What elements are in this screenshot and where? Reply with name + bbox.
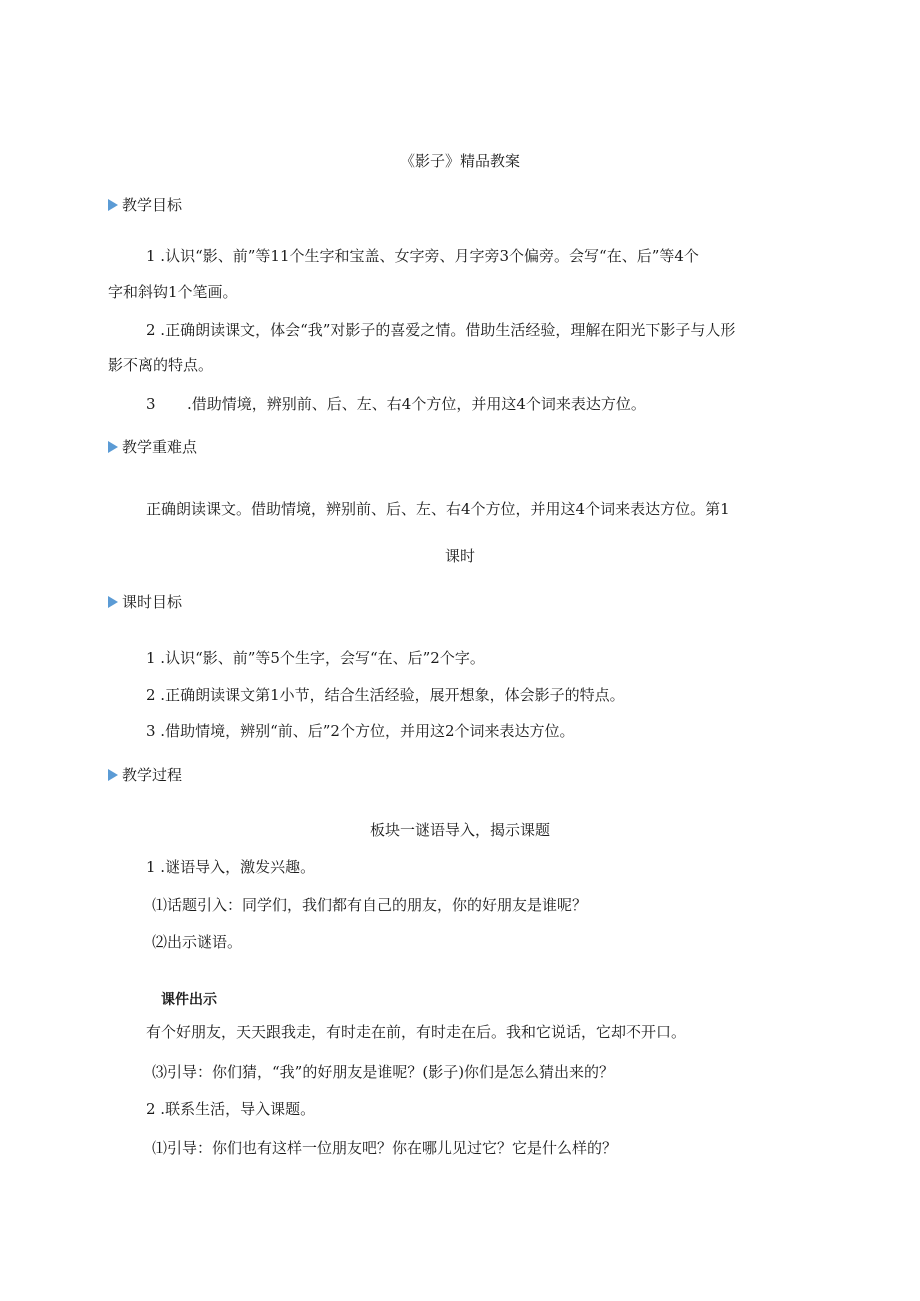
triangle-bullet-icon [108, 769, 118, 781]
goal-item-2-line-1: 2 .正确朗读课文，体会“我”对影子的喜爱之情。借助生活经验，理解在阳光下影子与人形 [146, 321, 736, 339]
section-heading-process [108, 765, 182, 785]
lesson-goal-item-2: 2 .正确朗读课文第1小节，结合生活经验，展开想象，体会影子的特点。 [146, 686, 625, 704]
triangle-bullet-icon [108, 199, 118, 211]
riddle-text: 有个好朋友，天天跟我走，有时走在前，有时走在后。我和它说话，它却不开口。 [146, 1023, 687, 1041]
process-step-2: 2 .联系生活，导入课题。 [146, 1100, 316, 1118]
block-title: 板块一谜语导入，揭示课题 [369, 821, 550, 839]
goal-item-1-line-2: 字和斜钩1个笔画。 [108, 283, 238, 301]
section-heading-lesson-goals [108, 592, 182, 612]
section-heading-label: 教学重难点 [122, 438, 198, 456]
page-title: 《影子》精品教案 [399, 152, 520, 170]
process-step-1-c: ⑶引导：你们猜，“我”的好朋友是谁呢？(影子)你们是怎么猜出来的？ [152, 1063, 615, 1081]
triangle-bullet-icon [108, 596, 118, 608]
section-heading-label: 教学目标 [122, 196, 183, 214]
courseware-label: 课件出示 [161, 992, 217, 1008]
section-heading-label: 课时目标 [122, 593, 183, 611]
goal-item-1-line-1: 1 .认识“影、前”等11个生字和宝盖、女字旁、月字旁3个偏旁。会写“在、后”等4个 [146, 247, 699, 265]
goal-item-2-line-2: 影不离的特点。 [108, 356, 214, 374]
section-heading-goals [108, 195, 182, 215]
goal-item-3-text: .借助情境，辨别前、后、左、右4个方位，并用这4个词来表达方位。 [187, 395, 646, 413]
key-points-line-1: 正确朗读课文。借助情境，辨别前、后、左、右4个方位，并用这4个词来表达方位。第1 [146, 500, 730, 518]
process-step-2-a: ⑴引导：你们也有这样一位朋友吧？你在哪儿见过它？它是什么样的？ [152, 1139, 618, 1157]
triangle-bullet-icon [108, 441, 118, 453]
goal-item-3-number: 3 [146, 395, 156, 413]
section-heading-key-points [108, 437, 197, 457]
lesson-goal-item-1: 1 .认识“影、前”等5个生字，会写“在、后”2个字。 [146, 649, 485, 667]
process-step-1: 1 .谜语导入，激发兴趣。 [146, 858, 316, 876]
lesson-goal-item-3: 3 .借助情境，辨别“前、后”2个方位，并用这2个词来表达方位。 [146, 722, 575, 740]
process-step-1-a: ⑴话题引入：同学们，我们都有自己的朋友，你的好朋友是谁呢？ [152, 896, 588, 914]
section-heading-label: 教学过程 [122, 766, 183, 784]
process-step-1-b: ⑵出示谜语。 [152, 933, 243, 951]
lesson-label: 课时 [444, 547, 475, 565]
